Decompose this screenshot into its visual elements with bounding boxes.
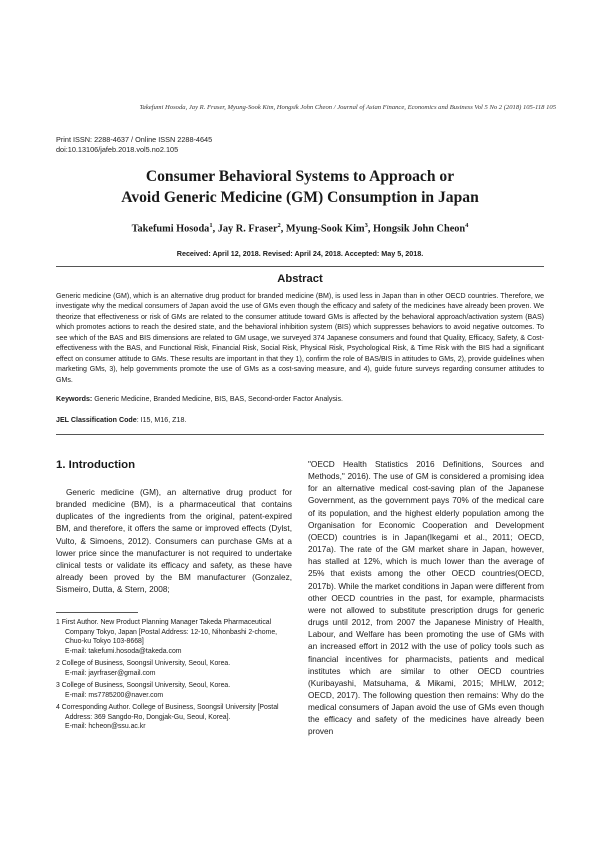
abstract-bottom-rule	[56, 434, 544, 435]
author-affiliation-mark: 4	[465, 222, 469, 229]
footnote-text: First Author. New Product Planning Manager Takeda Pharmaceutical Company Tokyo, Japan [Postal Address: 12-10, Nihonbashi 2-chome, Chuo-ku Tokyo 103-8668]	[61, 619, 278, 645]
author-affiliation-mark: 3	[364, 222, 368, 229]
author-name: Takefumi Hosoda	[131, 223, 210, 235]
footnote-number: 1	[56, 619, 60, 626]
footnote-email: E-mail: ms7785200@naver.com	[65, 691, 164, 699]
jel-label: JEL Classification Code	[56, 416, 137, 424]
footnote-email: E-mail: takefumi.hosoda@takeda.com	[65, 647, 182, 655]
abstract-heading: Abstract	[277, 273, 323, 285]
keywords-text: Generic Medicine, Branded Medicine, BIS, BAS, Second-order Factor Analysis.	[92, 395, 344, 403]
running-header: Takefumi Hosoda, Jay R. Fraser, Myung-Sook Kim, Hongsik John Cheon / Journal of Asian Finance, Economics and Business Vol 5 No 2 (2018) 105-118 105	[139, 104, 556, 111]
author-separator: ,	[280, 223, 286, 235]
footnote-number: 4	[56, 704, 60, 711]
footnotes	[56, 618, 288, 735]
footnote	[56, 618, 288, 656]
footnote	[56, 659, 288, 678]
footnote-rule	[56, 612, 138, 613]
footnote	[56, 681, 288, 700]
author-name: Hongsik John Cheon	[373, 223, 466, 235]
footnote	[56, 703, 288, 732]
keywords-line	[56, 395, 544, 403]
title-line-1: Consumer Behavioral Systems to Approach or	[145, 168, 455, 185]
abstract-text: Generic medicine (GM), which is an alternative drug product for branded medicine (BM), is used less in Japan than in other OECD countries. Therefore, we investigate why the medical consumers of Japan avoid the use of GMs even though the efficacy and safety of the medicines have already been proven. We theorize that effectiveness or risk of GMs are related to the consumer attitude toward GMs is affected by the behavioral approach/activation system (BAS) which promotes actions to reach the desired state, and the behavioral inhibition system (BIS) which suppresses behaviors to avoid negative outcomes. To see which of the BAS and BIS dimensions are related to GM usage, we surveyed 374 Japanese consumers and found that Quality, Efficacy, Safety, & Cost-effectiveness with the BAS, and Functional Risk, Financial Risk, Social Risk, Physical Risk, Psychological Risk, & Time Risk with the BIS had a significant effect on consumer attitude to GMs. These results are important in that they 1), confirm the role of BAS/BIS in attitudes to GMs, 2), provide guidelines when marketing GMs, 3), help governments promote the use of GMs as a cost-saving measure, and 4), guide future surveys regarding consumer attitudes to GMs.	[56, 293, 544, 384]
author-separator: ,	[212, 223, 218, 235]
submission-dates: Received: April 12, 2018. Revised: April 24, 2018. Accepted: May 5, 2018.	[176, 249, 424, 258]
author-affiliation-mark: 2	[277, 222, 281, 229]
section-heading: 1. Introduction	[56, 459, 136, 471]
footnote-text: College of Business, Soongsil University, Seoul, Korea.	[61, 660, 231, 667]
footnote-text: Corresponding Author. College of Business, Soongsil University [Postal Address: 369 Sangdo-Ro, Dongjak-Gu, Seoul, Korea].	[61, 704, 279, 721]
keywords-label: Keywords:	[56, 395, 93, 403]
footnote-number: 2	[56, 660, 60, 667]
paper-title	[60, 166, 540, 208]
author-list	[60, 222, 540, 234]
issn-line: Print ISSN: 2288-4637 / Online ISSN 2288-4645	[56, 135, 213, 144]
author-name: Jay R. Fraser	[217, 223, 278, 235]
author-name: Myung-Sook Kim	[285, 223, 365, 235]
issn-block	[56, 135, 212, 155]
footnote-email: E-mail: hcheon@ssu.ac.kr	[65, 723, 146, 730]
footnote-number: 3	[56, 682, 60, 689]
footnote-text: College of Business, Soongsil University, Seoul, Korea.	[61, 682, 231, 689]
jel-text: : I15, M16, Z18.	[136, 416, 187, 424]
footnote-email: E-mail: jayrfraser@gmail.com	[65, 669, 156, 677]
doi-line: doi:10.13106/jafeb.2018.vol5.no2.105	[56, 145, 179, 154]
title-line-2: Avoid Generic Medicine (GM) Consumption in Japan	[121, 189, 479, 206]
author-separator: ,	[367, 223, 373, 235]
abstract-top-rule	[56, 266, 544, 267]
jel-line	[56, 416, 544, 424]
intro-right-column: "OECD Health Statistics 2016 Definitions, Sources and Methods," 2016). The use of GM is considered a promising idea for an alternative medical cost-saving plan of the Japanese Government, as the government pays 70% of the medical care of its population, and the highest elderly population among the Organisation for Economic Cooperation and Development (OECD) countries is in Japan(Ikegami et al., 2011; OECD, 2017a). The rate of the GM market share in Japan, however, has stalled at 12%, which is much lower than the average of 25% that exists among the other OECD countries(OECD, 2017b). While the market conditions in Japan were different from other OECD countries in the past, for example, pharmacists were not allowed to substitute prescription drugs for generic drugs until 2012, from 2007 the Japanese Ministry of Health, Labour, and Welfare has been promoting the use of GMs with an increased effort in 2012 with the use of policy tools such as financial incentives for pharmacists, patients and medical institutes which are similar to other OECD countries (Kuribayashi, Matsuhama, & Mikami, 2015; MHLW, 2012; OECD, 2017). The following question then remains: Why do the medical consumers of Japan avoid the use of GMs even though the efficacy and safety of the medicines have already been proven	[308, 460, 545, 737]
intro-left-column: Generic medicine (GM), an alternative drug product for branded medicine (BM), is a pharmaceutical that contains duplicates of the ingredients from the original, patent-expired BM, and therefore, it offers the same or improved effects (Dylst, Vulto, & Simoens, 2012). Consumers can purchase GMs at a lower price since the manufacturer is not required to undertake clinical tests or validate its efficacy and safety, as these have already been proved by the BM manufacturer (Gonzalez, Sismeiro, Dutta, & Stern, 2008;	[56, 488, 292, 595]
author-affiliation-mark: 1	[209, 222, 213, 229]
